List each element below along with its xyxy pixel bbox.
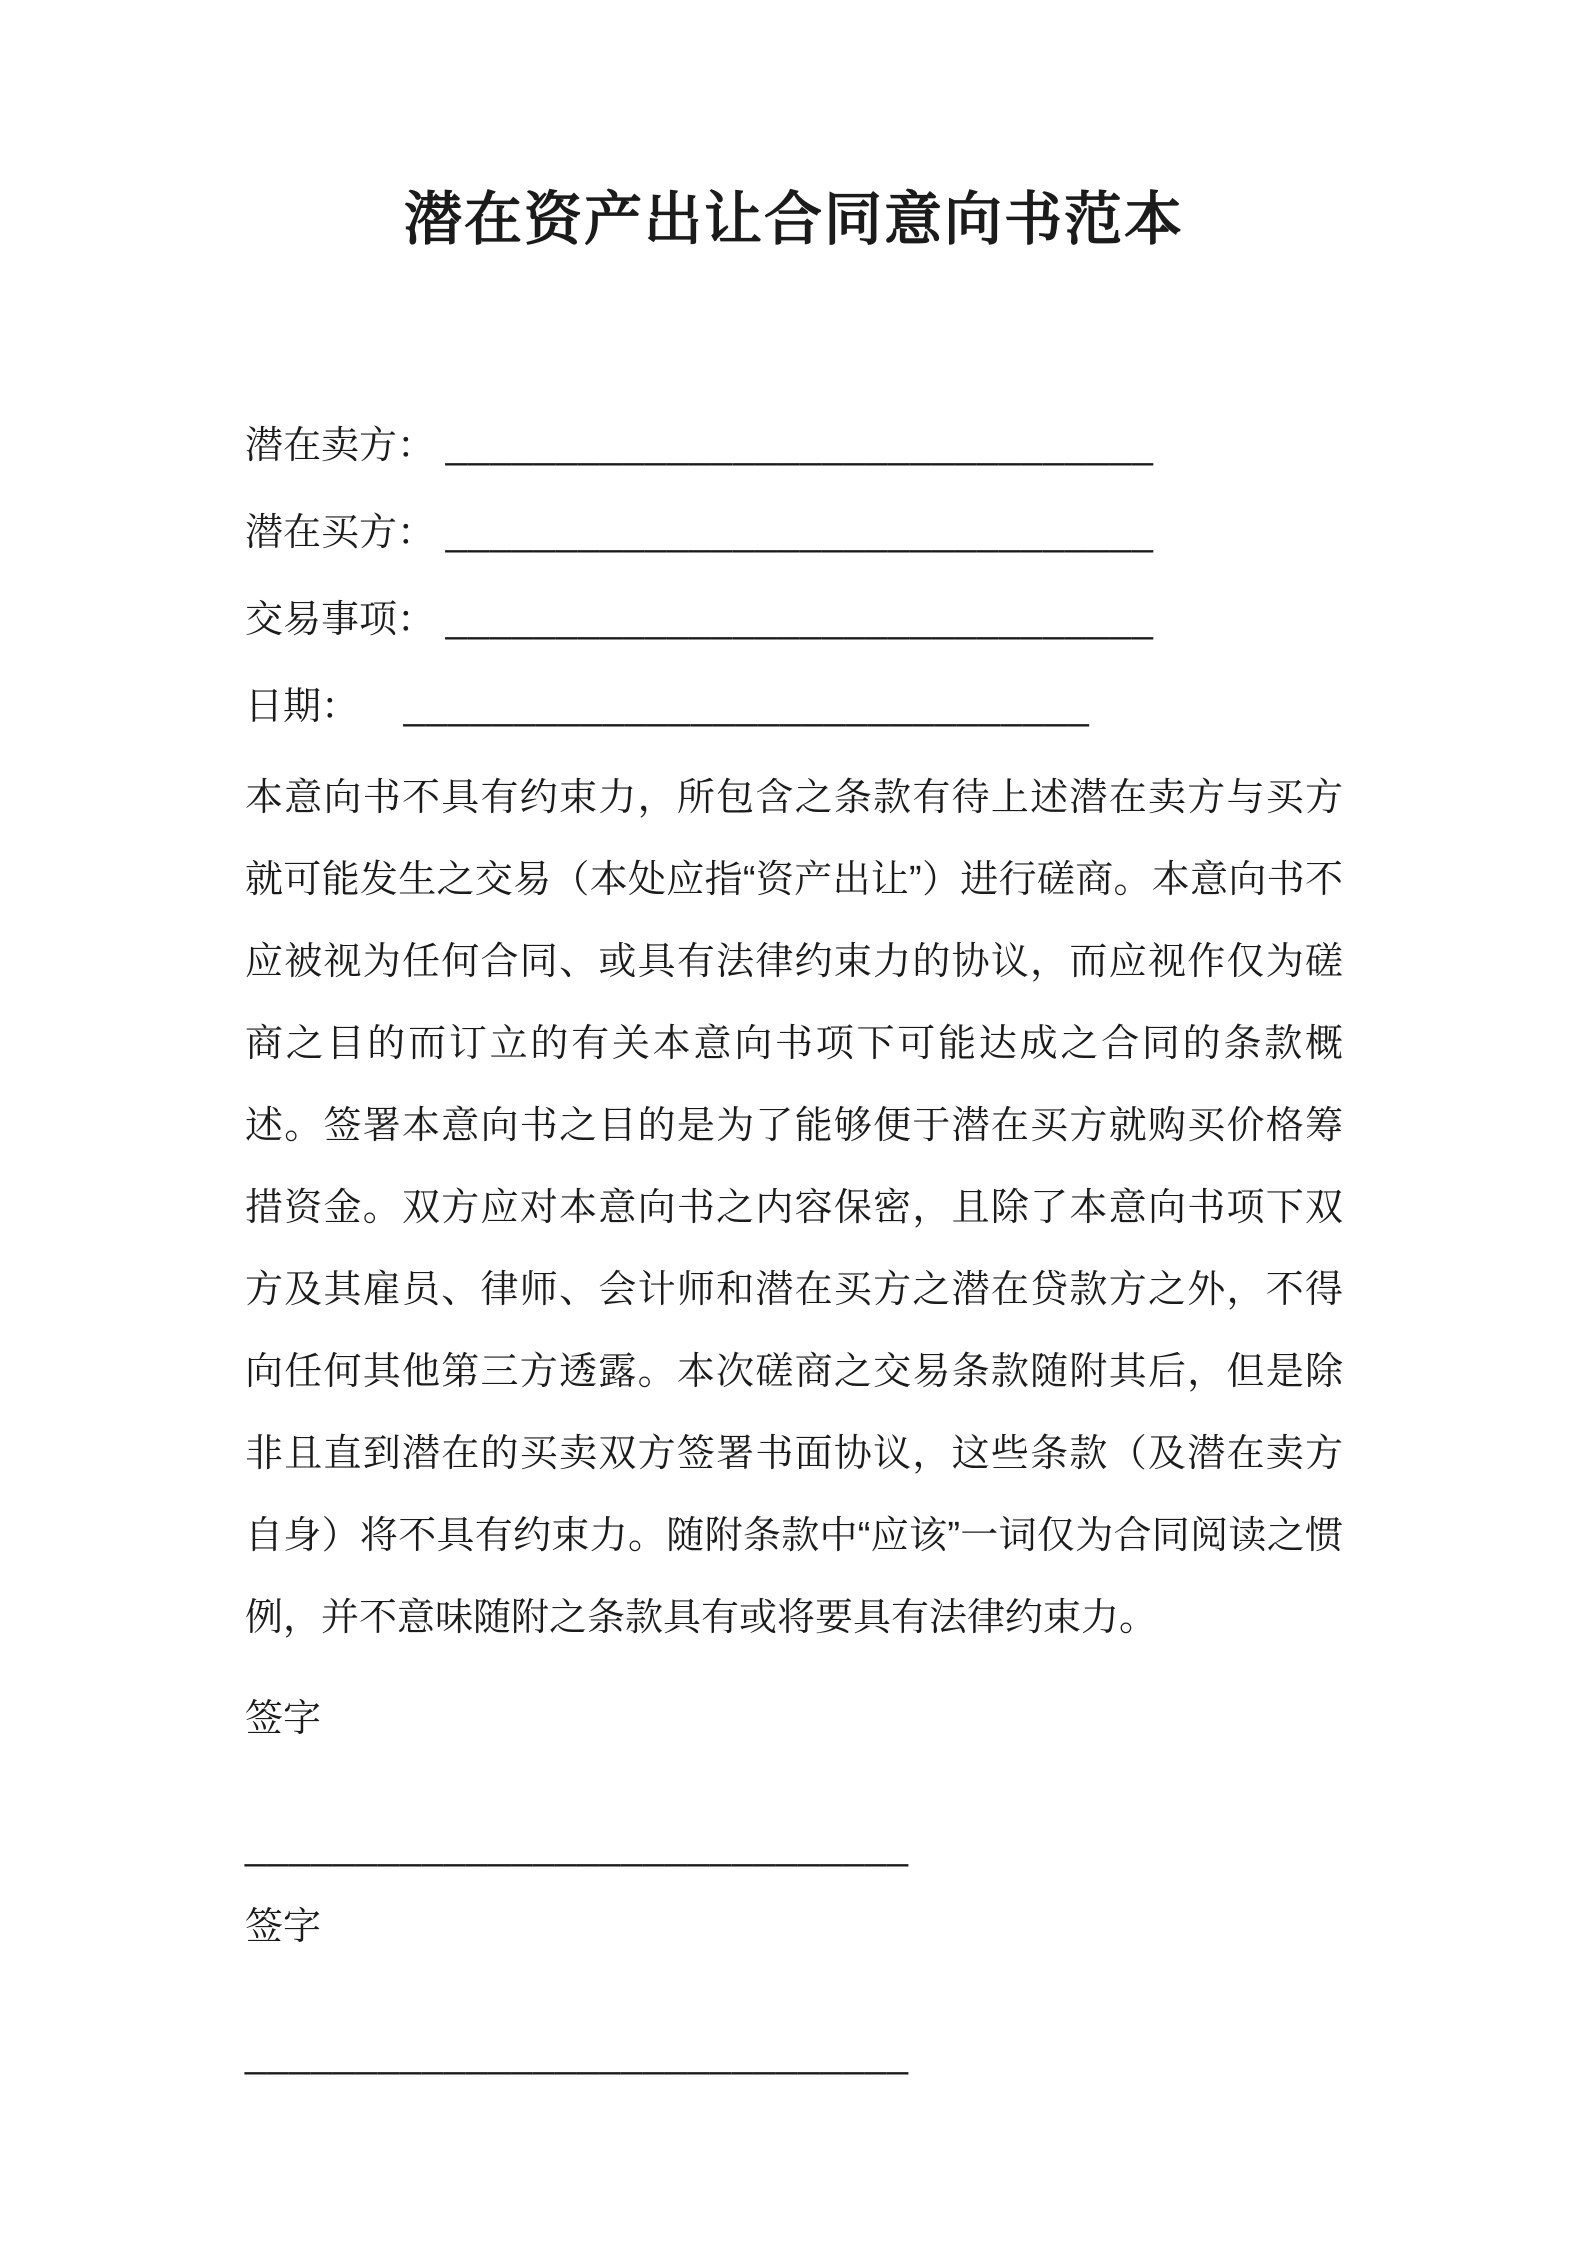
- signature-blank-line-2: ______________________________: [245, 2033, 910, 2076]
- field-blank-line-date: _______________________________: [403, 685, 1090, 728]
- field-row-transaction-matter: [245, 577, 1343, 664]
- signature-block-2: [245, 1897, 1343, 2075]
- field-row-date: [245, 664, 1343, 751]
- signature-label-2: 签字: [245, 1905, 322, 1948]
- document-title: 潜在资产出让合同意向书范本: [403, 187, 1184, 252]
- field-row-potential-seller: [245, 403, 1343, 490]
- signature-block-1: [245, 1689, 1343, 1867]
- fields-section: [245, 403, 1343, 751]
- field-label-transaction-matter: 交易事项：: [245, 598, 436, 641]
- field-label-potential-buyer: 潜在买方：: [245, 511, 436, 554]
- field-blank-line-transaction-matter: ________________________________: [445, 598, 1154, 641]
- body-paragraph: 本意向书不具有约束力，所包含之条款有待上述潜在卖方与买方就可能发生之交易（本处应指“资产出让”）进行磋商。本意向书不应被视为任何合同、或具有法律约束力的协议，而应视作仅为磋商之目的而订立的有关本意向书项下可能达成之合同的条款概述。签署本意向书之目的是为了能够便于潜在买方就购买价格筹措资金。双方应对本意向书之内容保密，且除了本意向书项下双方及其雇员、律师、会计师和潜在买方之潜在贷款方之外，不得向任何其他第三方透露。本次磋商之交易条款随附其后，但是除非且直到潜在的买卖双方签署书面协议，这些条款（及潜在卖方自身）将不具有约束力。随附条款中“应该”一词仅为合同阅读之惯例，并不意味随附之条款具有或将要具有法律约束力。: [245, 776, 1343, 1639]
- signature-label-1: 签字: [245, 1697, 322, 1740]
- signature-blank-line-1: ______________________________: [245, 1825, 910, 1868]
- field-blank-line-potential-seller: ________________________________: [445, 424, 1154, 467]
- field-row-potential-buyer: [245, 490, 1343, 577]
- field-label-date: 日期：: [245, 685, 360, 728]
- field-blank-line-potential-buyer: ________________________________: [445, 511, 1154, 554]
- field-label-potential-seller: 潜在卖方：: [245, 424, 436, 467]
